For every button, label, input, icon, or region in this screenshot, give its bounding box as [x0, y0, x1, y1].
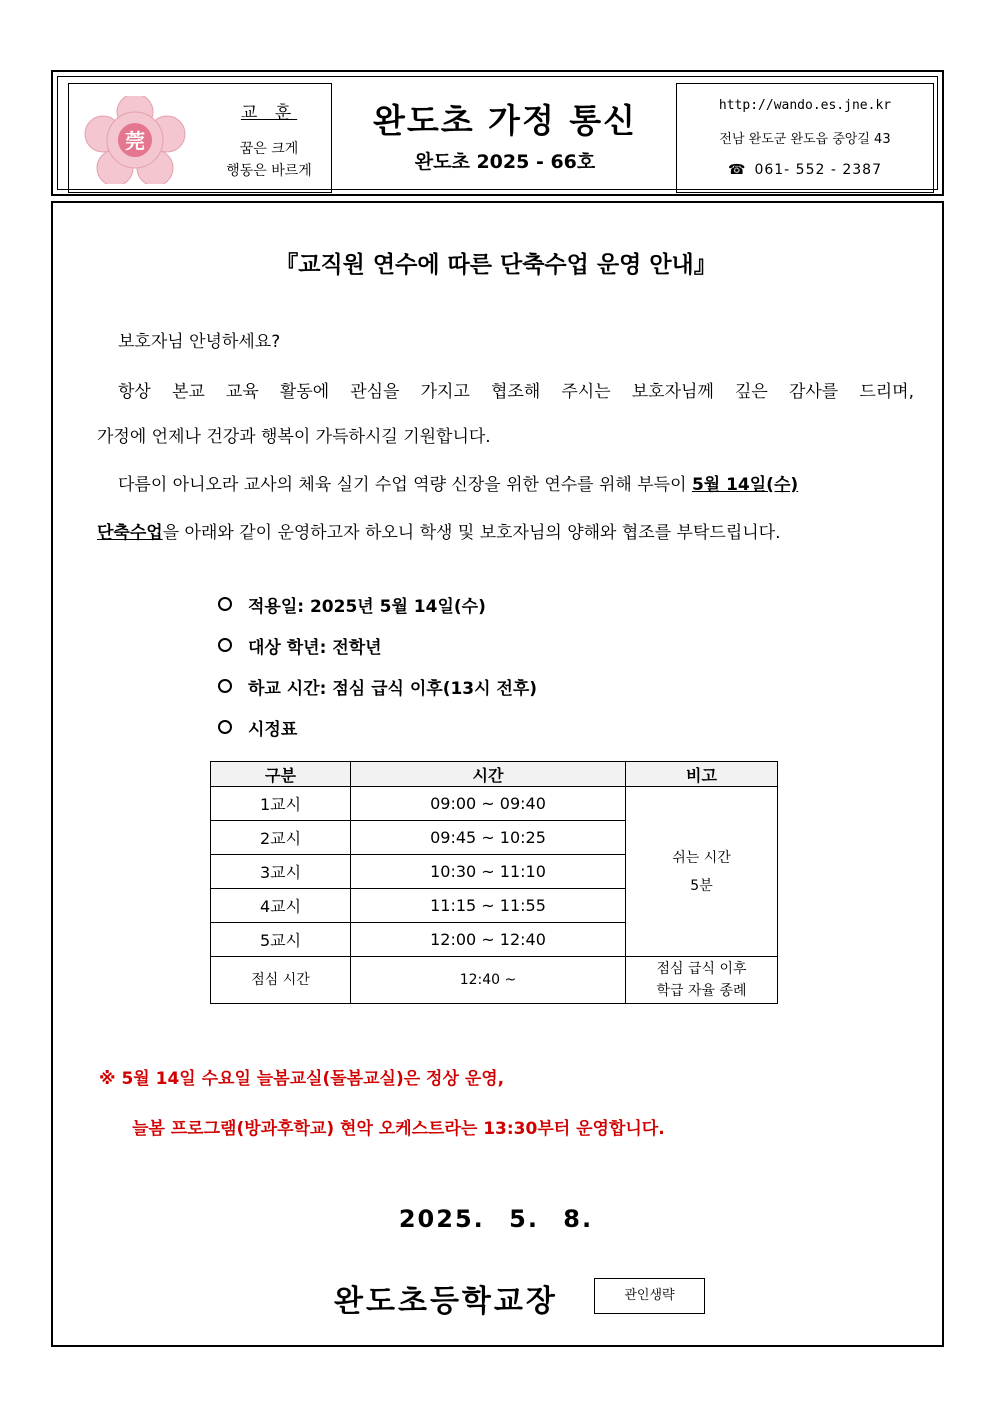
document-title: 『교직원 연수에 따른 단축수업 운영 안내』: [275, 252, 717, 278]
bullet-apply-date: 적용일: 2025년 5월 14일(수): [218, 592, 486, 617]
paragraph-2-line-1: [118, 470, 798, 495]
issue-date: 2025. 5. 8.: [398, 1205, 594, 1233]
motto-title: 교 훈: [240, 103, 298, 123]
lunch-label-cell: 점심 시간: [211, 957, 351, 1004]
header-inner-frame: [57, 76, 938, 190]
issue-number: 완도초 2025 - 66호: [414, 151, 596, 173]
time-cell: 10:30 ~ 11:10: [351, 855, 626, 889]
newsletter-title: 완도초 가정 통신: [372, 101, 638, 140]
notice-line-1: ※ 5월 14일 수요일 늘봄교실(돌봄교실)은 정상 운영,: [99, 1069, 505, 1089]
period-cell: 1교시: [211, 787, 351, 821]
short-class-emphasis: 단축수업: [97, 523, 163, 543]
official-seal-box: 관인생략: [594, 1278, 705, 1314]
header-note: 비고: [626, 762, 778, 787]
table-row: [211, 787, 778, 821]
newsletter-header: [51, 70, 944, 196]
emblem-char: 莞: [125, 129, 145, 153]
phone-icon: ☎: [728, 162, 747, 178]
school-phone: 061- 552 - 2387: [754, 162, 882, 178]
header-period: 구분: [211, 762, 351, 787]
motto-line-1: 꿈은 크게: [239, 141, 299, 157]
contact-box: [676, 83, 934, 193]
greeting: 보호자님 안녕하세요?: [118, 332, 281, 352]
time-cell: 09:00 ~ 09:40: [351, 787, 626, 821]
bullet-target-grade: 대상 학년: 전학년: [218, 633, 382, 658]
motto-line-2: 행동은 바르게: [226, 163, 312, 179]
lunch-time-cell: 12:40 ~: [351, 957, 626, 1004]
lunch-row: [211, 957, 778, 1004]
motto-box: [68, 83, 332, 193]
circle-bullet-icon: [218, 720, 232, 734]
bullet-schedule: 시정표: [218, 715, 297, 740]
period-cell: 2교시: [211, 821, 351, 855]
paragraph-2-rest: 을 아래와 같이 운영하고자 하오니 학생 및 보호자님의 양해와 협조를 부탁드립니다.: [162, 523, 781, 543]
header-time: 시간: [351, 762, 626, 787]
school-phone-row: [677, 162, 933, 178]
paragraph-2-prefix: 다름이 아니오라 교사의 체육 실기 수업 역량 신장을 위한 연수를 위해 부득이: [118, 475, 692, 495]
paragraph-1-line-1: 항상 본교 교육 활동에 관심을 가지고 협조해 주시는 보호자님께 깊은 감사를 드리며,: [118, 382, 914, 402]
time-cell: 11:15 ~ 11:55: [351, 889, 626, 923]
target-date: 5월 14일(수): [691, 475, 799, 495]
period-cell: 4교시: [211, 889, 351, 923]
schedule-table: [210, 761, 778, 1004]
time-cell: 09:45 ~ 10:25: [351, 821, 626, 855]
circle-bullet-icon: [218, 597, 232, 611]
bullet-dismissal-time: 하교 시간: 점심 급식 이후(13시 전후): [218, 674, 537, 699]
paragraph-1-line-2: 가정에 언제나 건강과 행복이 가득하시길 기원합니다.: [97, 427, 491, 447]
paragraph-2-line-2: [97, 518, 781, 543]
school-url[interactable]: http://wando.es.jne.kr: [718, 98, 892, 113]
period-cell: 3교시: [211, 855, 351, 889]
notice-line-2: 늘봄 프로그램(방과후학교) 현악 오케스트라는 13:30부터 운영합니다.: [132, 1119, 665, 1139]
break-note-cell: 쉬는 시간 5분: [626, 787, 778, 957]
circle-bullet-icon: [218, 679, 232, 693]
school-address: 전남 완도군 완도읍 중앙길 43: [719, 132, 891, 147]
time-cell: 12:00 ~ 12:40: [351, 923, 626, 957]
circle-bullet-icon: [218, 638, 232, 652]
school-emblem-icon: [83, 96, 187, 184]
period-cell: 5교시: [211, 923, 351, 957]
table-header-row: [211, 762, 778, 787]
lunch-note-cell: 점심 급식 이후 학급 자율 종례: [626, 957, 778, 1004]
principal-signature: 완도초등학교장: [334, 1284, 558, 1319]
